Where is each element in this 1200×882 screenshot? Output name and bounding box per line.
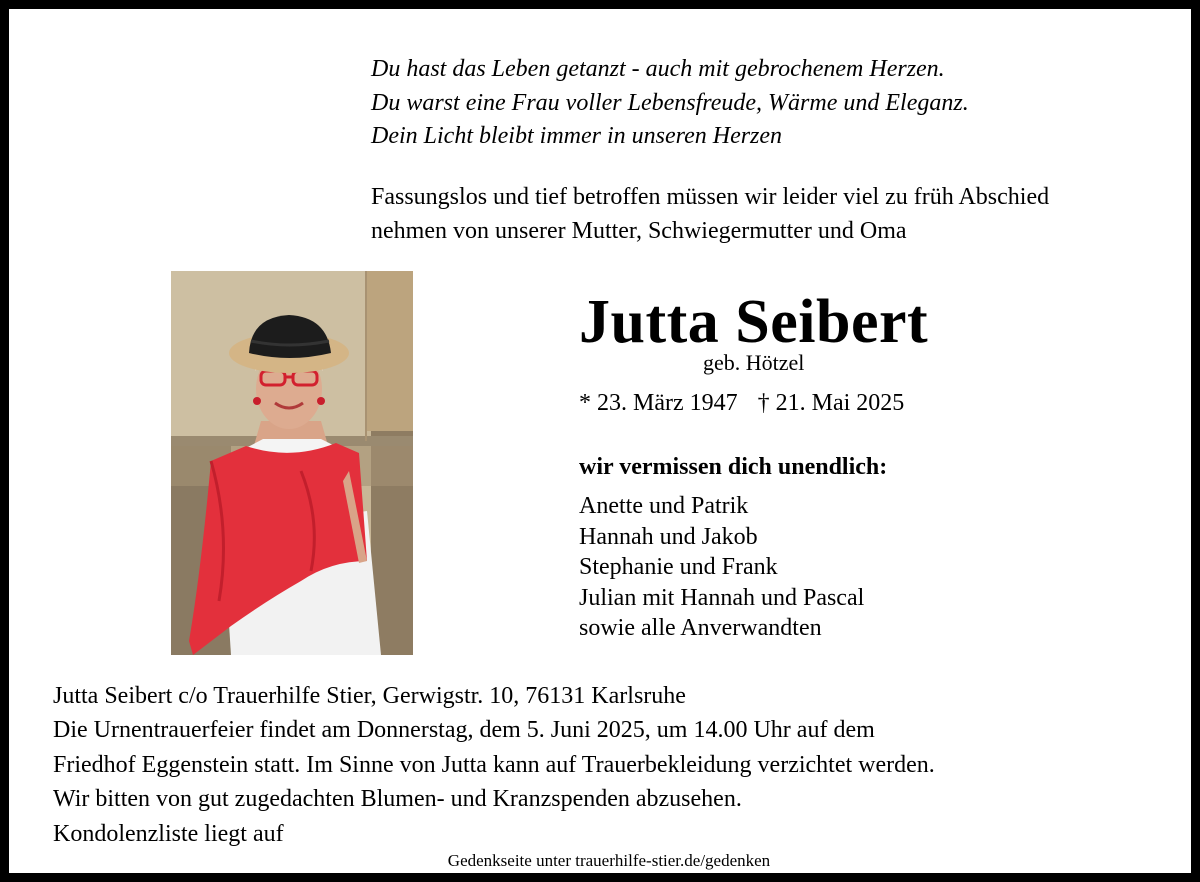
mourner-item: sowie alle Anverwandten [579,615,822,642]
info-line: Friedhof Eggenstein statt. Im Sinne von Jutta kann auf Trauerbekleidung verzichtet werden. [53,751,935,778]
life-dates [579,387,904,419]
mourners-list [579,491,864,644]
poem-line: Du hast das Leben getanzt - auch mit gebrochenem Herzen. [371,56,945,82]
info-line: Wir bitten von gut zugedachten Blumen- und Kranzspenden abzusehen. [53,786,742,813]
death-date: † 21. Mai 2025 [757,390,905,416]
poem-verse [371,53,969,154]
ceremony-info [53,679,935,851]
intro-line: nehmen von unserer Mutter, Schwiegermutter und Oma [371,217,907,244]
info-line: Kondolenzliste liegt auf [53,820,284,847]
memorial-page-note: Gedenkseite unter trauerhilfe-stier.de/gedenken [447,851,771,870]
poem-line: Du warst eine Frau voller Lebensfreude, Wärme und Eleganz. [371,89,969,116]
mourner-item: Stephanie und Frank [579,554,778,581]
info-line: Jutta Seibert c/o Trauerhilfe Stier, Gerwigstr. 10, 76131 Karlsruhe [53,683,686,709]
mourner-item: Hannah und Jakob [579,523,758,550]
intro-line: Fassungslos und tief betroffen müssen wir leider viel zu früh Abschied [371,184,1050,210]
deceased-name: Jutta Seibert [579,288,929,356]
info-line: Die Urnentrauerfeier findet am Donnerstag, dem 5. Juni 2025, um 14.00 Uhr auf dem [53,717,875,744]
mourner-item: Julian mit Hannah und Pascal [579,584,865,611]
poem-line: Dein Licht bleibt immer in unseren Herzen [371,123,783,149]
portrait-photo [171,271,413,655]
mourners-heading: wir vermissen dich unendlich: [579,454,888,480]
maiden-name: geb. Hötzel [703,350,805,375]
intro-text [371,181,1049,248]
birth-date: * 23. März 1947 [579,390,738,416]
mourner-item: Anette und Patrik [579,493,749,519]
